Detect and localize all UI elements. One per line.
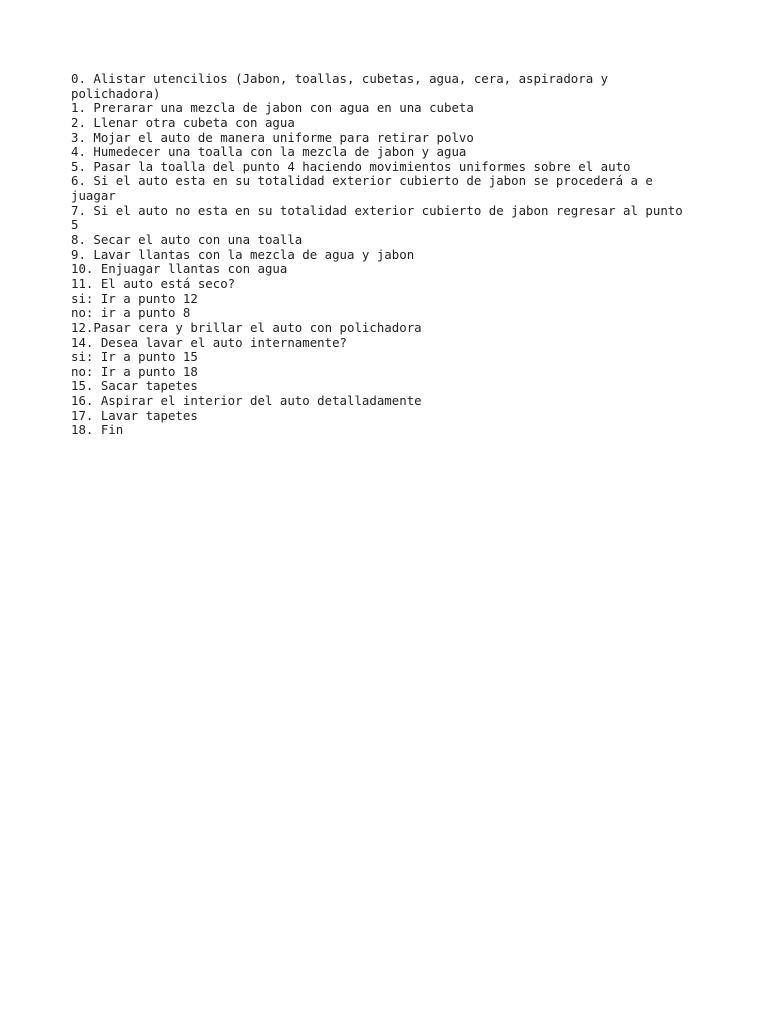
document-line: 5 <box>71 217 79 233</box>
document-line: polichadora) <box>71 85 161 101</box>
document-line: 3. Mojar el auto de manera uniforme para retirar polvo <box>71 129 474 145</box>
document-line: no: ir a punto 8 <box>71 305 191 321</box>
document-line: 12.Pasar cera y brillar el auto con polichadora <box>71 319 422 335</box>
document-line: 9. Lavar llantas con la mezcla de agua y jabon <box>71 246 415 262</box>
document-line: 8. Secar el auto con una toalla <box>71 232 303 248</box>
document-line: 0. Alistar utencilios (Jabon, toallas, cubetas, agua, cera, aspiradora y <box>71 71 609 86</box>
document-line: 7. Si el auto no esta en su totalidad exterior cubierto de jabon regresar al punto <box>71 202 683 218</box>
document-line: 15. Sacar tapetes <box>71 378 198 394</box>
document-line: 11. El auto está seco? <box>71 275 236 291</box>
document-line: juagar <box>71 188 116 204</box>
document-line: 2. Llenar otra cubeta con agua <box>71 114 295 130</box>
document-line: 10. Enjuagar llantas con agua <box>71 261 288 277</box>
document-line: 5. Pasar la toalla del punto 4 haciendo movimientos uniformes sobre el auto <box>71 158 631 174</box>
document-line: 6. Si el auto esta en su totalidad exterior cubierto de jabon se procederá a e <box>71 173 653 189</box>
document-line: si: Ir a punto 12 <box>71 290 198 306</box>
document-line: 18. Fin <box>71 422 124 438</box>
document-line: no: Ir a punto 18 <box>71 363 198 379</box>
document-line: 4. Humedecer una toalla con la mezcla de jabon y agua <box>71 144 467 160</box>
document-line: 17. Lavar tapetes <box>71 407 198 423</box>
document-text <box>71 72 731 438</box>
document-line: 16. Aspirar el interior del auto detalladamente <box>71 393 422 409</box>
document-line: si: Ir a punto 15 <box>71 349 198 365</box>
document-line: 1. Prerarar una mezcla de jabon con agua en una cubeta <box>71 100 474 116</box>
document-line: 14. Desea lavar el auto internamente? <box>71 334 348 350</box>
